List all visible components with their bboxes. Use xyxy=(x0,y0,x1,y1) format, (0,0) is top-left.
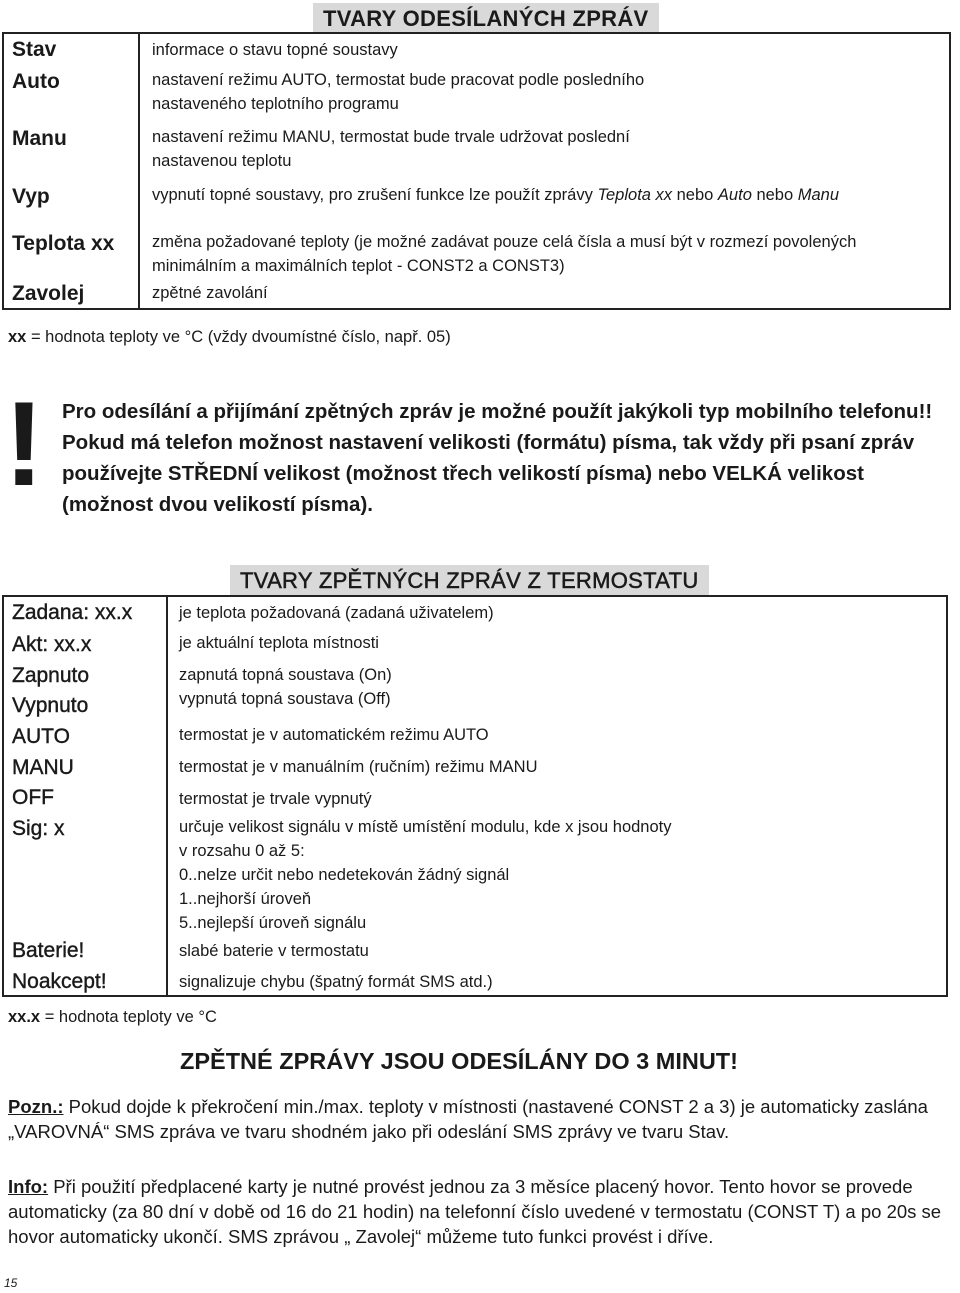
cmd-vyp: Vyp xyxy=(12,185,50,208)
sent-messages-table xyxy=(2,32,951,310)
desc-auto-line2: nastaveného teplotního programu xyxy=(152,95,399,113)
desc-sig-line3: 0..nelze určit nebo nedetekován žádný signál xyxy=(179,866,510,884)
desc-zadana: je teplota požadovaná (zadaná uživatelem) xyxy=(179,604,494,622)
desc-noakcept: signalizuje chybu (špatný formát SMS atd.) xyxy=(179,973,493,991)
cmd-sig: Sig: x xyxy=(12,817,65,840)
cmd-auto-state: AUTO xyxy=(12,725,70,748)
pozn-paragraph: Pozn.: Pokud dojde k překročení min./max. teploty v místnosti (nastavené CONST 2 a 3) je automaticky zaslána „VAROVNÁ“ SMS zpráva ve tvaru shodném jako při odeslání SMS zprávy ve tvaru Stav. xyxy=(8,1096,928,1142)
cmd-teplota: Teplota xx xyxy=(12,232,115,255)
desc-sig-line5: 5..nejlepší úroveň signálu xyxy=(179,914,367,932)
cmd-noakcept: Noakcept! xyxy=(12,970,107,993)
cmd-baterie: Baterie! xyxy=(12,939,85,962)
desc-zavolej: zpětné zavolání xyxy=(152,284,268,302)
desc-teplota-line2: minimálním a maximálních teplot - CONST2 a CONST3) xyxy=(152,257,565,275)
reply-messages-table xyxy=(2,595,948,997)
desc-sig-line2: v rozsahu 0 až 5: xyxy=(179,842,305,860)
desc-vypnuto: vypnutá topná soustava (Off) xyxy=(179,690,391,708)
info-paragraph: Info: Při použití předplacené karty je nutné provést jednou za 3 měsíce placený hovor. Tento hovor se provede automaticky (za 80 dní v době od 16 do 21 hodin) na telefonní číslo uvedené v termostatu (CONST T) a po 20s se hovor automaticky ukončí. SMS zprávou „ Zavolej“ můžeme tuto funkci provést i dříve. xyxy=(8,1176,942,1247)
desc-sig-line4: 1..nejhorší úroveň xyxy=(179,890,312,908)
section1-heading: TVARY ODESÍLANÝCH ZPRÁV xyxy=(313,3,659,33)
cmd-zavolej: Zavolej xyxy=(12,282,85,305)
warning-icon: ! xyxy=(4,377,44,511)
table-divider xyxy=(166,597,168,995)
cmd-manu-state: MANU xyxy=(12,756,74,779)
cmd-stav: Stav xyxy=(12,38,57,61)
desc-stav: informace o stavu topné soustavy xyxy=(152,41,398,59)
warning-text: Pro odesílání a přijímání zpětných zpráv je možné použít jakýkoli typ mobilního telefonu!! Pokud má telefon možnost nastavení velikosti (formátu) písma, tak vždy při psaní zpráv používejte STŘEDNÍ velikost (možnost třech velikostí písma) nebo VELKÁ velikost (možnost dvou velikostí písma). xyxy=(62,400,933,516)
desc-manu-state: termostat je v manuálním (ručním) režimu MANU xyxy=(179,758,538,776)
cmd-akt: Akt: xx.x xyxy=(12,633,92,656)
cmd-zadana: Zadana: xx.x xyxy=(12,601,133,624)
desc-auto-line1: nastavení režimu AUTO, termostat bude pracovat podle posledního xyxy=(152,71,645,89)
desc-manu-line1: nastavení režimu MANU, termostat bude trvale udržovat poslední xyxy=(152,128,630,146)
reply-time-notice: ZPĚTNÉ ZPRÁVY JSOU ODESÍLÁNY DO 3 MINUT! xyxy=(180,1048,738,1074)
desc-off: termostat je trvale vypnutý xyxy=(179,790,372,808)
cmd-vypnuto: Vypnuto xyxy=(12,694,89,717)
info-label: Info: xyxy=(8,1176,49,1197)
section2-footnote: xx.x = hodnota teploty ve °C xyxy=(8,1008,217,1026)
desc-manu-line2: nastavenou teplotu xyxy=(152,152,292,170)
desc-teplota-line1: změna požadované teploty (je možné zadávat pouze celá čísla a musí být v rozmezí povolených xyxy=(152,233,857,251)
cmd-auto: Auto xyxy=(12,70,60,93)
section1-footnote: xx = hodnota teploty ve °C (vždy dvoumístné číslo, např. 05) xyxy=(8,328,451,346)
desc-auto-state: termostat je v automatickém režimu AUTO xyxy=(179,726,489,744)
desc-zapnuto: zapnutá topná soustava (On) xyxy=(179,666,392,684)
cmd-zapnuto: Zapnuto xyxy=(12,664,90,687)
page-number: 15 xyxy=(4,1276,18,1290)
table-divider xyxy=(138,34,140,308)
desc-sig-line1: určuje velikost signálu v místě umístění modulu, kde x jsou hodnoty xyxy=(179,818,672,836)
pozn-label: Pozn.: xyxy=(8,1096,64,1117)
desc-akt: je aktuální teplota místnosti xyxy=(179,634,379,652)
desc-baterie: slabé baterie v termostatu xyxy=(179,942,369,960)
desc-vyp: vypnutí topné soustavy, pro zrušení funkce lze použít zprávy Teplota xx nebo Auto nebo Manu xyxy=(152,186,840,204)
cmd-off: OFF xyxy=(12,786,54,809)
section2-heading: TVARY ZPĚTNÝCH ZPRÁV Z TERMOSTATU xyxy=(230,565,709,595)
cmd-manu: Manu xyxy=(12,127,67,150)
